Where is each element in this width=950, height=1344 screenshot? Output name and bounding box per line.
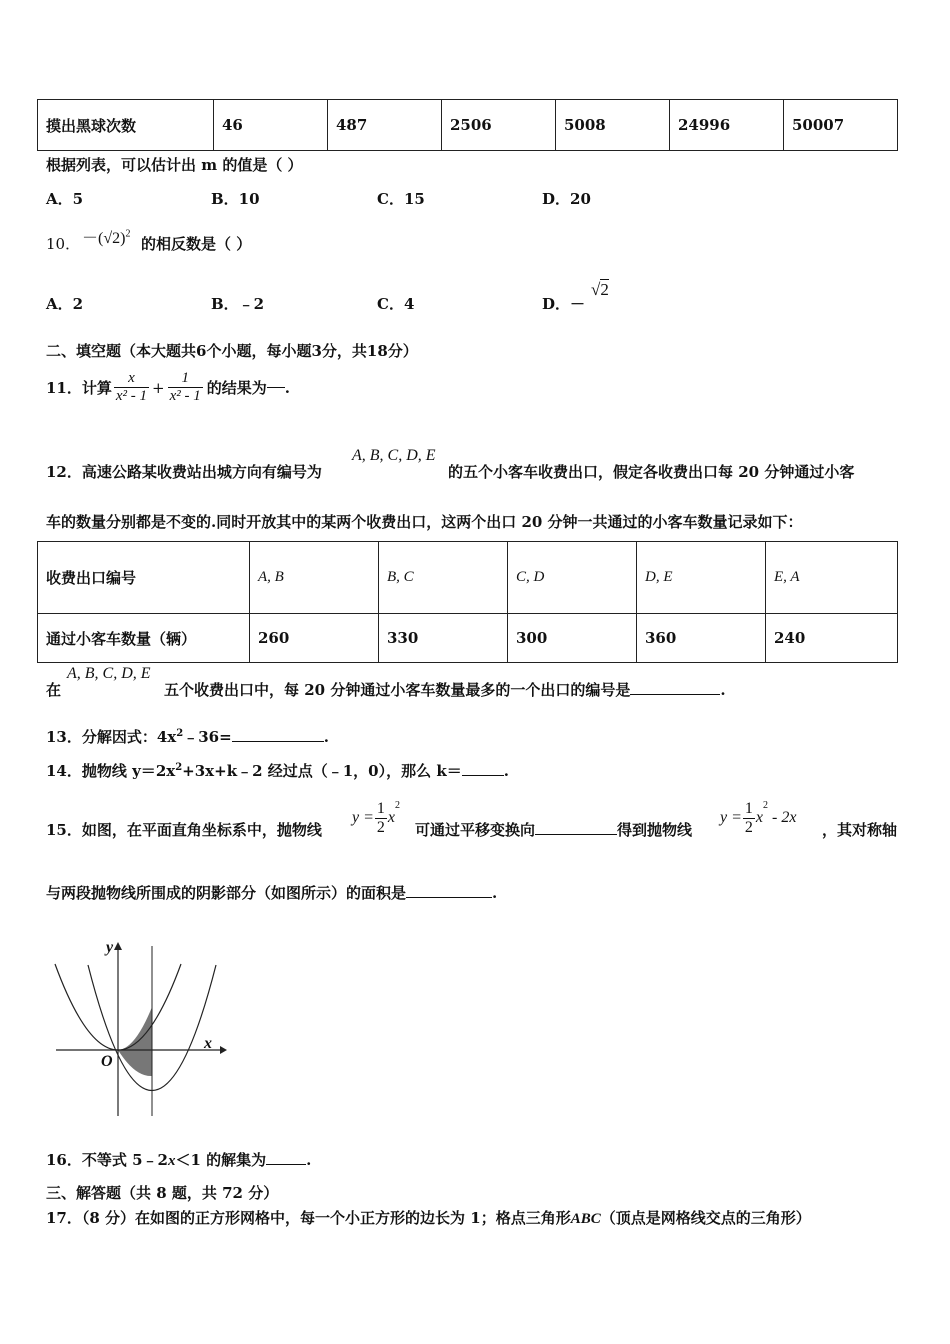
q13-exp: 2 bbox=[176, 728, 184, 739]
q15-direction-blank[interactable] bbox=[535, 834, 617, 835]
q9-option-a: A．5 bbox=[46, 190, 84, 208]
q15-equation-1 bbox=[352, 794, 400, 842]
eq2-y: y = bbox=[720, 809, 742, 826]
table-cell: 260 bbox=[250, 614, 379, 663]
eq1-fraction: $\frac{1}{2}$ bbox=[376, 799, 385, 836]
q11-period: . bbox=[284, 378, 291, 397]
q12-question-b bbox=[164, 679, 726, 700]
q14-text2: +3x+k﹣2 经过点（﹣1，0），那么 k＝ bbox=[182, 762, 462, 780]
table-cell: 46 bbox=[214, 100, 328, 151]
q13-answer-blank[interactable] bbox=[232, 741, 324, 742]
table-cell: 5008 bbox=[556, 100, 670, 151]
q12-line1-b: 的五个小客车收费出口，假定各收费出口每 20 分钟通过小客 bbox=[448, 463, 855, 481]
eq2-fraction: $\frac{1}{2}$ bbox=[744, 799, 753, 836]
table-cell: B, C bbox=[379, 542, 508, 614]
sqrt-radicand: 2 bbox=[600, 280, 609, 299]
q16-answer-blank[interactable] bbox=[266, 1164, 306, 1165]
q10-stem: 的相反数是（ ） bbox=[141, 235, 252, 253]
q11-tail: 的结果为 bbox=[206, 379, 267, 397]
table-cell: 24996 bbox=[670, 100, 784, 151]
section-3-title: 三、解答题（共 8 题，共 72 分） bbox=[46, 1184, 279, 1202]
q12-period: . bbox=[720, 681, 726, 699]
table-cell: A, B bbox=[250, 542, 379, 614]
q9-stem: 根据列表，可以估计出 m 的值是（ ） bbox=[46, 156, 303, 174]
q9-option-b: B．10 bbox=[211, 190, 260, 208]
table-cell: C, D bbox=[508, 542, 637, 614]
q15-line1-a: 15．如图，在平面直角坐标系中，抛物线 bbox=[46, 821, 322, 839]
q16-text-b: ＜1 的解集为 bbox=[175, 1151, 267, 1169]
q11-fraction-2: $\frac{1}{\text{x² - 1}}$ bbox=[169, 370, 201, 404]
q11-plus: + bbox=[152, 378, 165, 397]
q12-question-a: 在 bbox=[46, 681, 62, 699]
q14-text: 14．抛物线 y＝2x bbox=[46, 762, 176, 780]
q17-text-b: （顶点是网格线交点的三角形） bbox=[600, 1209, 811, 1227]
q16-line bbox=[46, 1149, 311, 1170]
q15-line2-text: 与两段抛物线所围成的阴影部分（如图所示）的面积是 bbox=[46, 884, 407, 902]
q12-letters: A, B, C, D, E bbox=[352, 447, 436, 464]
q13-text: 13．分解因式：4x bbox=[46, 728, 177, 746]
black-ball-table bbox=[37, 99, 898, 151]
origin-label: O bbox=[101, 1053, 113, 1070]
q10-number: 10． bbox=[46, 235, 81, 253]
q15-area-blank[interactable] bbox=[406, 897, 492, 898]
q15-line1-b bbox=[415, 819, 692, 840]
q12-answer-blank[interactable] bbox=[630, 694, 720, 695]
q9-option-c: C．15 bbox=[377, 190, 425, 208]
parabola-figure bbox=[48, 936, 228, 1121]
q10-option-d: D．－ bbox=[542, 295, 586, 313]
q9-option-d: D．20 bbox=[542, 190, 591, 208]
q12-question-text: 五个收费出口中，每 20 分钟通过小客车数量最多的一个出口的编号是 bbox=[164, 681, 631, 699]
eq2-x: x bbox=[755, 809, 764, 826]
y-axis-label: y bbox=[106, 939, 114, 956]
eq1-x: x bbox=[387, 809, 396, 826]
eq2-tail: - 2x bbox=[768, 809, 797, 826]
table-row-label: 收费出口编号 bbox=[38, 542, 250, 614]
q10-option-a: A．2 bbox=[46, 295, 84, 313]
q16-text-a: 16．不等式 5﹣2 bbox=[46, 1151, 168, 1169]
q16-period: . bbox=[306, 1151, 312, 1169]
q15-line2 bbox=[46, 882, 497, 903]
q13-period: . bbox=[323, 728, 329, 746]
q10-option-d-sqrt bbox=[591, 280, 609, 300]
q13-text2: ﹣36= bbox=[183, 728, 232, 746]
table-cell: 487 bbox=[328, 100, 442, 151]
eq2-exp: 2 bbox=[763, 800, 769, 811]
x-axis-arrow bbox=[220, 1046, 227, 1054]
q13-line bbox=[46, 726, 329, 747]
q16-var: x bbox=[167, 1153, 176, 1169]
q10-option-b: B．﹣2 bbox=[211, 295, 265, 313]
q11-label: 11．计算 bbox=[46, 379, 112, 397]
q17-text-a: 17．（8 分）在如图的正方形网格中，每一个小正方形的边长为 1；格点三角形 bbox=[46, 1209, 571, 1227]
table-cell: 360 bbox=[637, 614, 766, 663]
q15-text-b: 可通过平移变换向 bbox=[415, 821, 536, 839]
q14-line bbox=[46, 760, 509, 781]
q12-line2: 车的数量分别都是不变的.同时开放其中的某两个收费出口，这两个出口 20 分钟一共通过的小客车数量记录如下： bbox=[46, 513, 803, 531]
table-cell: 330 bbox=[379, 614, 508, 663]
q15-equation-2 bbox=[720, 794, 796, 842]
table-cell: 240 bbox=[766, 614, 898, 663]
q15-line1-d: ，其对称轴 bbox=[822, 821, 898, 839]
q14-period: . bbox=[503, 762, 509, 780]
table-cell: 300 bbox=[508, 614, 637, 663]
q10-expression bbox=[82, 225, 130, 248]
q17-line bbox=[46, 1207, 811, 1228]
q17-abc: ABC bbox=[570, 1211, 601, 1227]
eq1-y: y = bbox=[352, 809, 374, 826]
q12-line1-a: 12．高速公路某收费站出城方向有编号为 bbox=[46, 463, 322, 481]
q14-exp: 2 bbox=[175, 762, 183, 773]
section-2-title: 二、填空题（本大题共6个小题，每小题3分，共18分） bbox=[46, 342, 418, 360]
table-cell: 50007 bbox=[784, 100, 898, 151]
table-row-label: 摸出黑球次数 bbox=[38, 100, 214, 151]
q10-option-c: C．4 bbox=[377, 295, 415, 313]
q15-text-c: 得到抛物线 bbox=[617, 821, 693, 839]
q12-question-letters: A, B, C, D, E bbox=[67, 665, 151, 682]
table-cell: 2506 bbox=[442, 100, 556, 151]
table-cell: E, A bbox=[766, 542, 898, 614]
q10-expr: －(√2) bbox=[82, 230, 126, 247]
y-axis-arrow bbox=[114, 942, 122, 950]
table-row-label: 通过小客车数量（辆） bbox=[38, 614, 250, 663]
q15-period: . bbox=[492, 884, 498, 902]
q10-exp: 2 bbox=[125, 228, 131, 240]
q14-answer-blank[interactable] bbox=[462, 775, 504, 776]
q11-fraction-1: $\frac{x}{\text{x² - 1}}$ bbox=[115, 370, 148, 404]
q11-line bbox=[46, 365, 290, 410]
q11-answer-blank[interactable] bbox=[267, 387, 285, 388]
x-axis-label: x bbox=[204, 1035, 212, 1052]
toll-exit-table bbox=[37, 541, 898, 663]
eq1-exp: 2 bbox=[395, 800, 401, 811]
table-cell: D, E bbox=[637, 542, 766, 614]
sqrt-symbol: √ bbox=[591, 280, 601, 299]
